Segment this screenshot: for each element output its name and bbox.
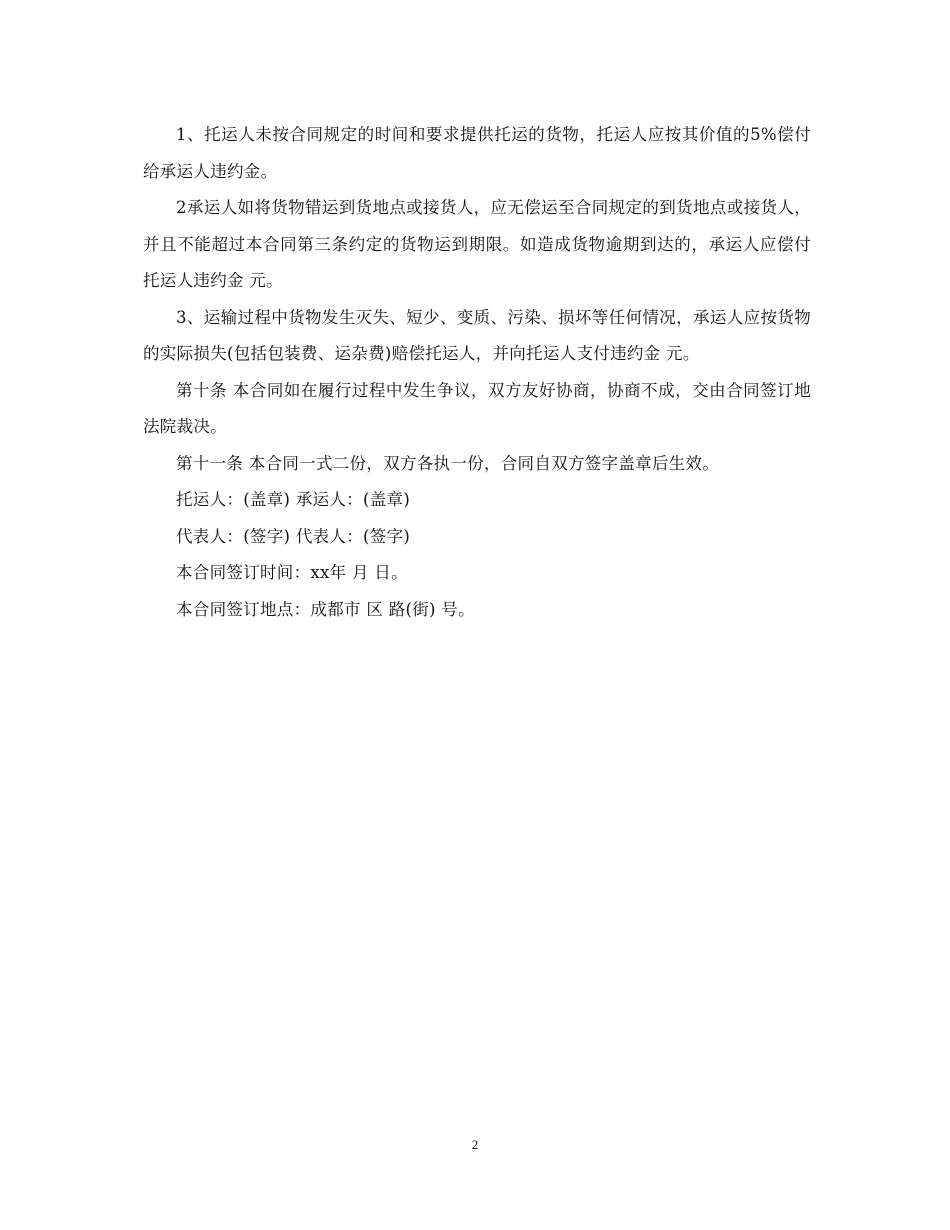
signing-place: 本合同签订地点：成都市 区 路(街) 号。	[176, 599, 475, 619]
page-number: 2	[471, 1137, 479, 1152]
clause-wrong-delivery: 2承运人如将货物错运到货地点或接货人，应无偿运至合同规定的到货地点或接货人，并且不能超过本合同第三条约定的货物运到期限。如造成货物逾期到达的，承运人应偿付托运人违约金 元。	[143, 198, 811, 290]
document-body	[143, 117, 811, 628]
clause-goods-loss: 3、运输过程中货物发生灭失、短少、变质、污染、损坏等任何情况，承运人应按货物的实际损失(包括包装费、运杂费)赔偿托运人，并向托运人支付违约金 元。	[143, 307, 811, 363]
article-ten-disputes: 第十条 本合同如在履行过程中发生争议，双方友好协商，协商不成，交由合同签订地法院裁决。	[143, 380, 811, 436]
seal-line: 托运人：(盖章) 承运人：(盖章)	[176, 490, 411, 509]
signing-date: 本合同签订时间：xx年 月 日。	[176, 563, 408, 582]
article-eleven-copies: 第十一条 本合同一式二份，双方各执一份，合同自双方签字盖章后生效。	[176, 453, 720, 473]
clause-shipper-late-delivery: 1、托运人未按合同规定的时间和要求提供托运的货物，托运人应按其价值的5%偿付给承运人违约金。	[143, 125, 811, 181]
signature-line: 代表人：(签字) 代表人：(签字)	[176, 526, 411, 546]
